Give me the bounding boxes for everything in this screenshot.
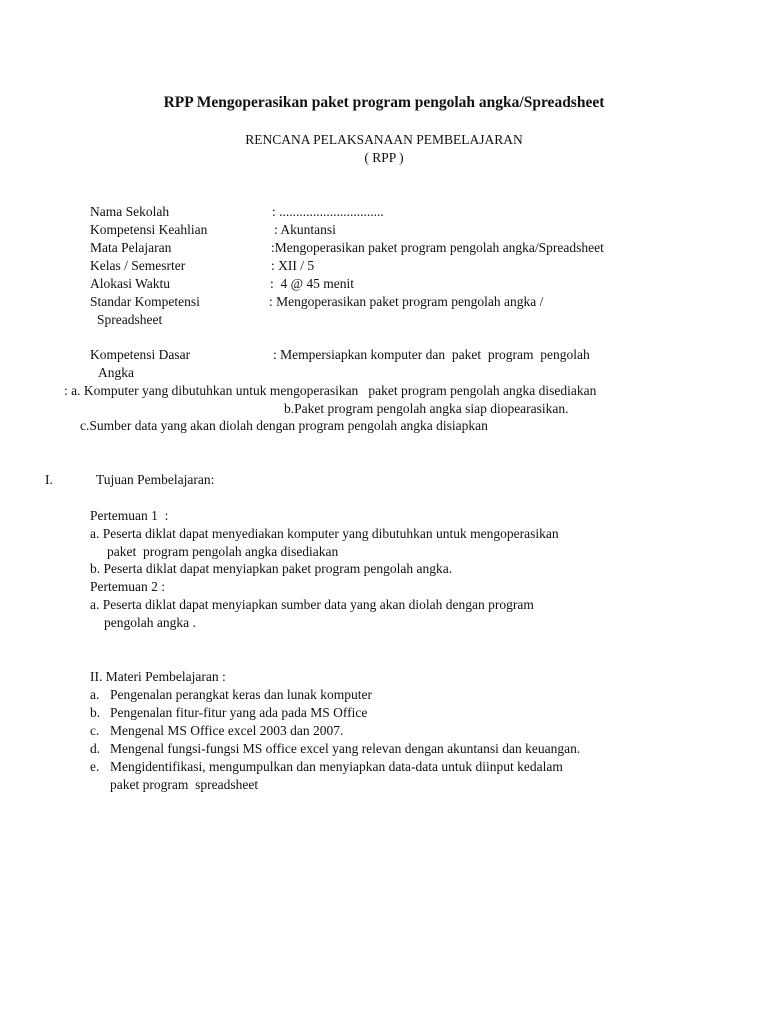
value-standar-kompetensi: : Mengoperasikan paket program pengolah angka / — [269, 294, 544, 309]
heading-line1: RENCANA PELAKSANAAN PEMBELAJARAN — [245, 132, 523, 147]
label-kelas-semester: Kelas / Semesrter — [90, 258, 186, 273]
section2-title: II. Materi Pembelajaran : — [90, 669, 226, 684]
materi-item-e-cont: paket program spreadsheet — [110, 777, 259, 792]
value-nama-sekolah: : ............................... — [272, 204, 384, 219]
materi-item-c-marker: c. — [90, 723, 100, 738]
kompetensi-dasar-item-c: c.Sumber data yang akan diolah dengan program pengolah angka disiapkan — [80, 418, 488, 433]
materi-item-b-marker: b. — [90, 705, 101, 720]
value-alokasi-waktu: : 4 @ 45 menit — [270, 276, 355, 291]
value-mata-pelajaran: :Mengoperasikan paket program pengolah angka/Spreadsheet — [271, 240, 604, 255]
materi-item-a-text: Pengenalan perangkat keras dan lunak komputer — [110, 687, 373, 702]
materi-item-b-text: Pengenalan fitur-fitur yang ada pada MS Office — [110, 705, 368, 720]
materi-item-e-marker: e. — [90, 759, 100, 774]
value-kelas-semester: : XII / 5 — [271, 258, 315, 273]
pertemuan1-label: Pertemuan 1 : — [90, 508, 169, 523]
document-title: RPP Mengoperasikan paket program pengolah angka/Spreadsheet — [163, 94, 605, 111]
label-nama-sekolah: Nama Sekolah — [90, 204, 170, 219]
section1-number: I. — [45, 472, 53, 487]
heading-line2: ( RPP ) — [364, 150, 404, 165]
materi-item-d-text: Mengenal fungsi-fungsi MS office excel yang relevan dengan akuntansi dan keuangan. — [110, 741, 581, 756]
materi-item-e-text: Mengidentifikasi, mengumpulkan dan menyiapkan data-data untuk diinput kedalam — [110, 759, 563, 774]
kompetensi-dasar-item-b: b.Paket program pengolah angka siap diopearasikan. — [284, 401, 569, 416]
label-mata-pelajaran: Mata Pelajaran — [90, 240, 172, 255]
label-kompetensi-dasar: Kompetensi Dasar — [90, 347, 191, 362]
pertemuan1-item-a-line2: paket program pengolah angka disediakan — [107, 544, 339, 559]
label-standar-kompetensi: Standar Kompetensi — [90, 294, 200, 309]
value-standar-kompetensi-cont: Spreadsheet — [97, 312, 163, 327]
kompetensi-dasar-item-a: : a. Komputer yang dibutuhkan untuk mengoperasikan paket program pengolah angka disediakan — [64, 383, 597, 398]
pertemuan2-label: Pertemuan 2 : — [90, 579, 165, 594]
materi-item-c-text: Mengenal MS Office excel 2003 dan 2007. — [110, 723, 344, 738]
pertemuan2-item-a-line2: pengolah angka . — [104, 615, 196, 630]
value-kompetensi-dasar-cont: Angka — [98, 365, 134, 380]
label-alokasi-waktu: Alokasi Waktu — [90, 276, 171, 291]
materi-item-d-marker: d. — [90, 741, 101, 756]
pertemuan1-item-b: b. Peserta diklat dapat menyiapkan paket program pengolah angka. — [90, 561, 453, 576]
value-kompetensi-dasar: : Mempersiapkan komputer dan paket program pengolah — [273, 347, 590, 362]
pertemuan2-item-a-line1: a. Peserta diklat dapat menyiapkan sumber data yang akan diolah dengan program — [90, 597, 534, 612]
section1-title: Tujuan Pembelajaran: — [96, 472, 215, 487]
label-kompetensi-keahlian: Kompetensi Keahlian — [90, 222, 208, 237]
pertemuan1-item-a-line1: a. Peserta diklat dapat menyediakan komputer yang dibutuhkan untuk mengoperasikan — [90, 526, 559, 541]
value-kompetensi-keahlian: : Akuntansi — [274, 222, 336, 237]
materi-item-a-marker: a. — [90, 687, 100, 702]
